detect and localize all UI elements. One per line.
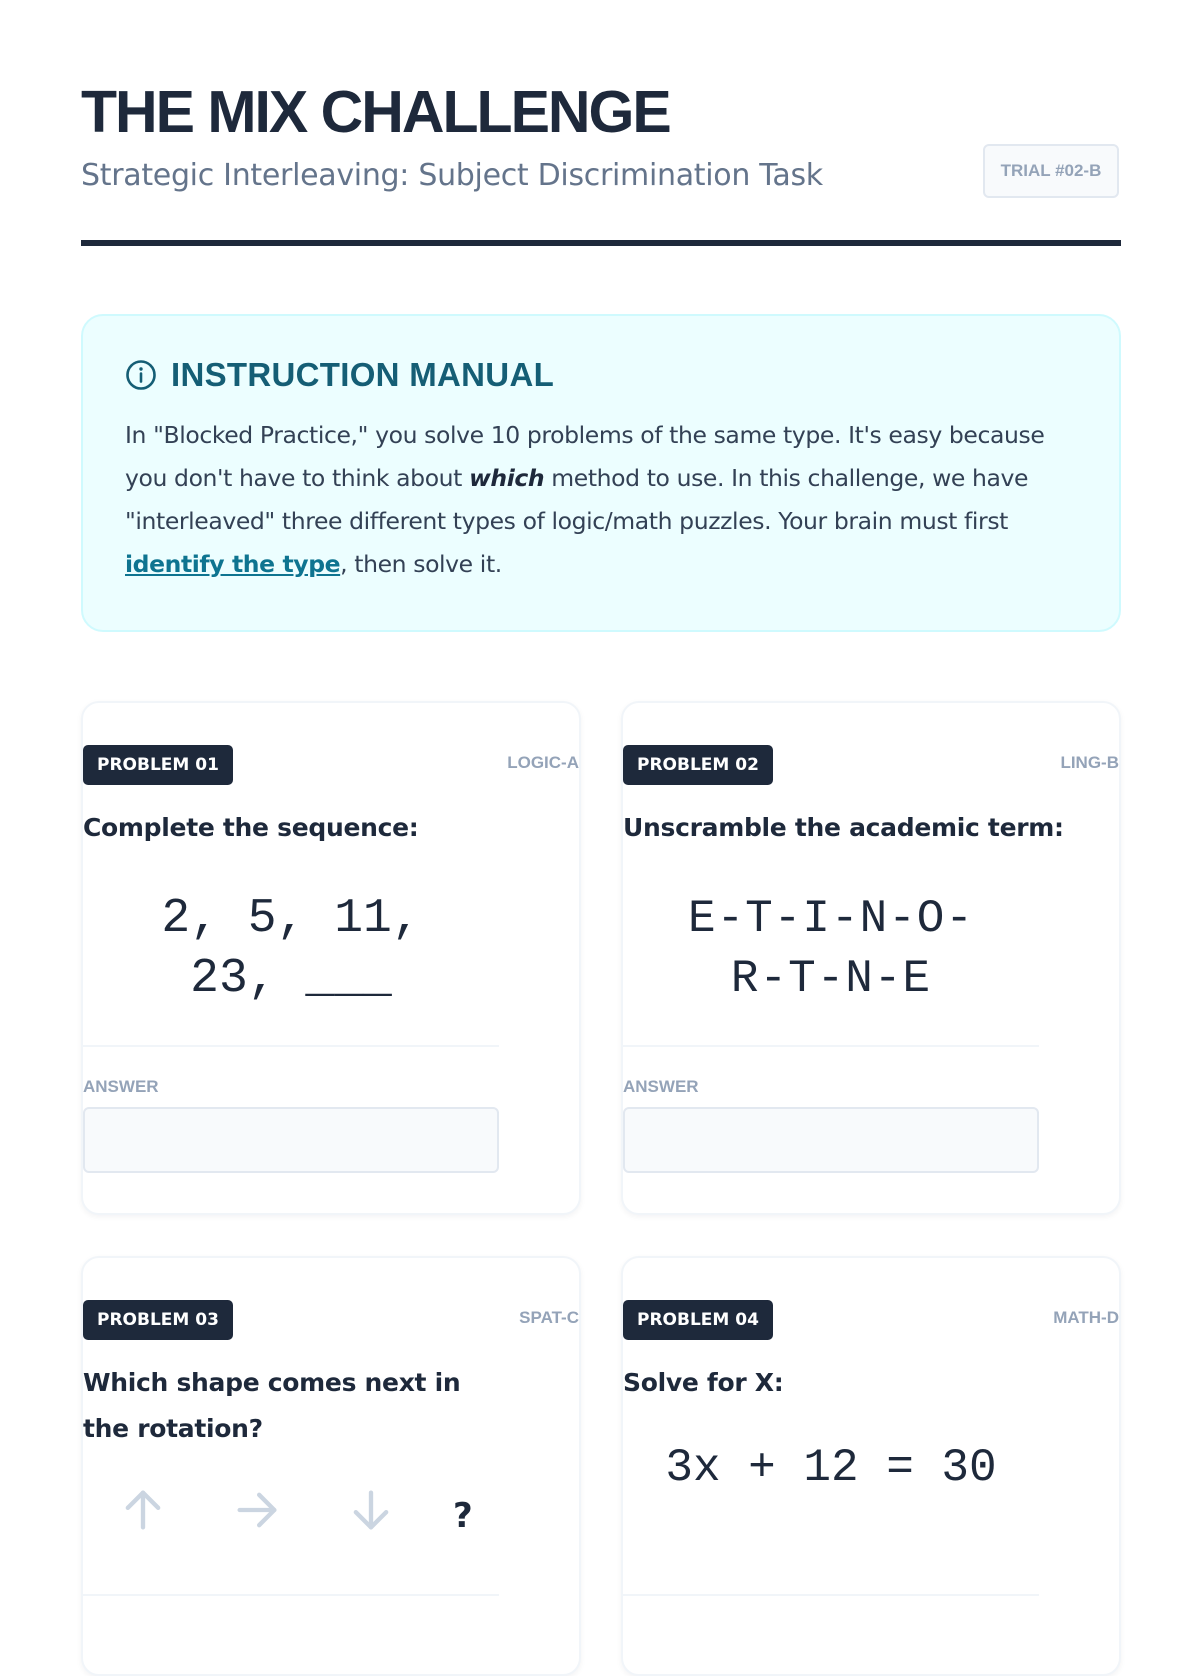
answer-label: ANSWER [83, 1077, 159, 1096]
problem-card-03 [81, 1256, 581, 1676]
instruction-text [125, 414, 1077, 586]
instruction-emphasis: which [469, 464, 545, 492]
problem-prompt: Solve for X: [623, 1368, 784, 1397]
arrow-up-icon [117, 1484, 169, 1540]
sequence-display [83, 889, 499, 1009]
info-icon [125, 359, 157, 391]
problem-code: LING-B [1060, 753, 1119, 772]
problem-badge: PROBLEM 01 [83, 745, 233, 785]
problem-code: MATH-D [1053, 1308, 1119, 1327]
trial-badge: TRIAL #02-B [983, 144, 1119, 198]
answer-input-02[interactable] [623, 1107, 1039, 1173]
problem-prompt: Which shape comes next in the rotation? [83, 1368, 461, 1443]
problem-code: LOGIC-A [507, 753, 579, 772]
card-divider [623, 1045, 1039, 1047]
problem-card-02 [621, 701, 1121, 1215]
problem-prompt: Complete the sequence: [83, 813, 419, 842]
instruction-header [125, 356, 1077, 394]
instruction-title: INSTRUCTION MANUAL [171, 356, 555, 393]
answer-label: ANSWER [623, 1077, 699, 1096]
instruction-text-part1: In "Blocked Practice," you solve 10 problems of the same type. It's easy because you don't have to think about [125, 421, 1045, 492]
instruction-text-part3: , then solve it. [340, 550, 502, 578]
instruction-panel [81, 314, 1121, 632]
sequence-line-2: 23, ___ [190, 952, 392, 1006]
rotation-sequence [83, 1484, 499, 1544]
equation-display: 3x + 12 = 30 [665, 1442, 997, 1494]
identify-type-link[interactable]: identify the type [125, 550, 341, 578]
scramble-line-2: R-T-N-E [730, 953, 932, 1005]
scramble-display [623, 889, 1039, 1009]
card-divider [83, 1045, 499, 1047]
problem-badge: PROBLEM 03 [83, 1300, 233, 1340]
problem-badge: PROBLEM 02 [623, 745, 773, 785]
next-shape-marker: ? [453, 1496, 473, 1536]
page-subtitle: Strategic Interleaving: Subject Discrimination Task [81, 158, 823, 193]
arrow-down-icon [345, 1484, 397, 1540]
arrow-right-icon [231, 1484, 283, 1540]
problem-code: SPAT-C [519, 1308, 579, 1327]
page-title: THE MIX CHALLENGE [81, 79, 670, 145]
card-divider [83, 1594, 499, 1596]
scramble-line-1: E-T-I-N-O- [687, 893, 975, 945]
header-divider [81, 240, 1121, 246]
answer-input-01[interactable] [83, 1107, 499, 1173]
instruction-text-part2: method to use. In this challenge, we have "interleaved" three different types of logic/math puzzles. Your brain must first [125, 464, 1029, 535]
problem-card-01 [81, 701, 581, 1215]
card-divider [623, 1594, 1039, 1596]
problem-card-04 [621, 1256, 1121, 1676]
sequence-line-1: 2, 5, 11, [161, 892, 421, 946]
problem-prompt: Unscramble the academic term: [623, 813, 1064, 842]
problem-badge: PROBLEM 04 [623, 1300, 773, 1340]
